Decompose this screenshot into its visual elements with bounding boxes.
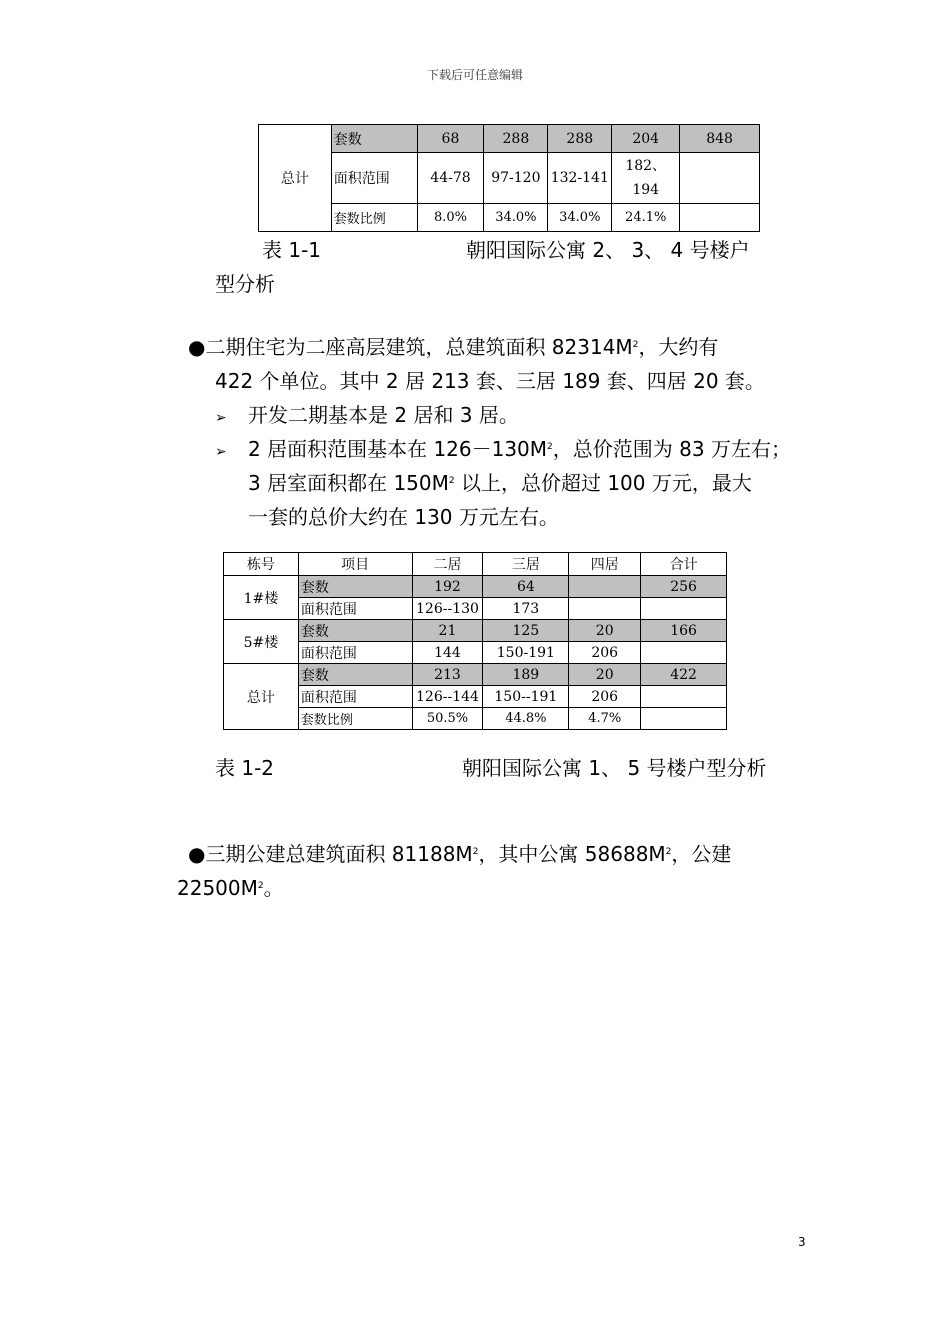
table-cell: 166 xyxy=(641,620,727,642)
table-cell: 150-191 xyxy=(483,642,569,664)
table-cell: 面积范围 xyxy=(298,686,412,708)
table-cell: 50.5% xyxy=(412,708,483,730)
table-cell: 288 xyxy=(484,125,548,153)
table-cell: 144 xyxy=(412,642,483,664)
table-row-label: 总计 xyxy=(259,125,332,232)
table-cell xyxy=(612,153,680,204)
table-1-2 xyxy=(223,552,727,730)
paragraph-line: $22500M^2$。 xyxy=(177,876,284,900)
table-cell xyxy=(680,153,760,204)
table-cell: 44-78 xyxy=(417,153,484,204)
table-cell: 189 xyxy=(483,664,569,686)
table-cell xyxy=(641,686,727,708)
table-cell: 150--191 xyxy=(483,686,569,708)
sub-bullet-text: 开发二期基本是 2 居和 3 居。 xyxy=(248,403,519,427)
table-caption-label: 表 1-1 xyxy=(262,238,322,262)
table-cell: 套数比例 xyxy=(331,204,417,232)
table-cell: 173 xyxy=(483,598,569,620)
table-cell: 面积范围 xyxy=(331,153,417,204)
paragraph-line: 422 个单位。其中 2 居 213 套、三居 189 套、四居 20 套。 xyxy=(215,369,765,393)
table-cell xyxy=(569,576,641,598)
table-group-label: 1#楼 xyxy=(224,576,299,620)
table-cell: 213 xyxy=(412,664,483,686)
bullet-icon: ● xyxy=(188,842,206,866)
page-number: 3 xyxy=(798,1235,806,1249)
table-header: 二居 xyxy=(412,553,483,576)
table-1-1 xyxy=(258,124,760,232)
table-cell: 套数 xyxy=(331,125,417,153)
sub-bullet-text: 3 居室面积都在 $150M^2$ 以上，总价超过 100 万元，最大 xyxy=(248,471,752,495)
table-cell: 206 xyxy=(569,642,641,664)
cell-line: 194 xyxy=(632,182,660,198)
table-cell: 288 xyxy=(548,125,612,153)
table-header: 项目 xyxy=(298,553,412,576)
table-cell: 422 xyxy=(641,664,727,686)
table-cell xyxy=(641,598,727,620)
table-cell: 套数 xyxy=(298,664,412,686)
arrow-bullet-icon: ➢ xyxy=(215,444,227,460)
sub-bullet-text: 2 居面积范围基本在 $126-130M^2$，总价范围为 83 万左右； xyxy=(248,437,791,461)
table-group-label: 5#楼 xyxy=(224,620,299,664)
table-cell xyxy=(569,598,641,620)
table-caption-wrap: 型分析 xyxy=(215,272,275,296)
table-cell: 848 xyxy=(680,125,760,153)
arrow-bullet-icon: ➢ xyxy=(215,410,227,426)
page-header: 下载后可任意编辑 xyxy=(426,68,523,82)
table-header: 四居 xyxy=(569,553,641,576)
table-cell: 126--130 xyxy=(412,598,483,620)
table-caption-label: 表 1-2 xyxy=(215,756,275,780)
table-cell xyxy=(641,642,727,664)
paragraph-line: ●二期住宅为二座高层建筑，总建筑面积 $82314M^2$，大约有 xyxy=(188,335,719,359)
sub-bullet-text: 一套的总价大约在 130 万元左右。 xyxy=(248,505,559,529)
table-cell: 126--144 xyxy=(412,686,483,708)
bullet-icon: ● xyxy=(188,335,206,359)
sub-bullet-line xyxy=(215,398,227,435)
table-cell: 21 xyxy=(412,620,483,642)
table-cell: 204 xyxy=(612,125,680,153)
table-header: 栋号 xyxy=(224,553,299,576)
table-cell: 套数 xyxy=(298,620,412,642)
table-cell: 206 xyxy=(569,686,641,708)
table-cell: 面积范围 xyxy=(298,642,412,664)
table-cell: 64 xyxy=(483,576,569,598)
table-cell: 20 xyxy=(569,664,641,686)
table-cell xyxy=(680,204,760,232)
table-cell: 97-120 xyxy=(484,153,548,204)
table-caption-title: 朝阳国际公寓 1、 5 号楼户型分析 xyxy=(462,756,767,780)
table-cell: 34.0% xyxy=(484,204,548,232)
table-cell: 125 xyxy=(483,620,569,642)
table-cell: 44.8% xyxy=(483,708,569,730)
sub-bullet-line xyxy=(215,432,227,469)
table-cell: 68 xyxy=(417,125,484,153)
table-cell: 20 xyxy=(569,620,641,642)
table-header: 三居 xyxy=(483,553,569,576)
table-cell: 34.0% xyxy=(548,204,612,232)
table-caption-title: 朝阳国际公寓 2、 3、 4 号楼户 xyxy=(466,238,750,262)
table-cell: 24.1% xyxy=(612,204,680,232)
table-cell: 套数 xyxy=(298,576,412,598)
table-cell: 面积范围 xyxy=(298,598,412,620)
table-cell: 4.7% xyxy=(569,708,641,730)
table-header: 合计 xyxy=(641,553,727,576)
paragraph-line: ●三期公建总建筑面积 $81188M^2$，其中公寓 $58688M^2$，公建 xyxy=(188,842,732,866)
table-cell: 192 xyxy=(412,576,483,598)
table-cell: 套数比例 xyxy=(298,708,412,730)
table-cell: 256 xyxy=(641,576,727,598)
cell-line: 182、 xyxy=(625,158,667,174)
table-cell: 132-141 xyxy=(548,153,612,204)
table-group-label: 总计 xyxy=(224,664,299,730)
table-cell xyxy=(641,708,727,730)
table-cell: 8.0% xyxy=(417,204,484,232)
